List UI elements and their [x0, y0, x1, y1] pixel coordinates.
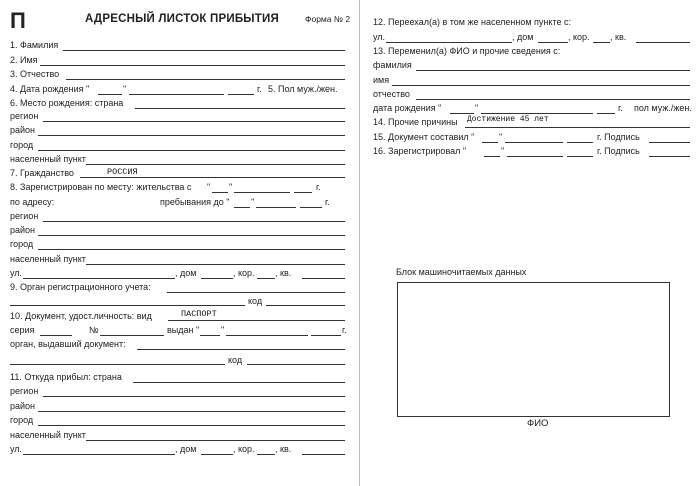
year-suffix: г. [618, 103, 623, 113]
field-doc-issued-year[interactable] [311, 335, 341, 336]
quote-mark: " [221, 325, 225, 335]
field-patronymic[interactable] [66, 79, 345, 80]
label-surname: 1. Фамилия [10, 40, 59, 50]
field-reg-house[interactable] [201, 278, 233, 279]
label-prev-birth-date: дата рождения " [373, 103, 442, 113]
label-authority-code: код [248, 296, 263, 306]
field-doc-series[interactable] [40, 335, 72, 336]
field-reg-from-day[interactable] [212, 192, 228, 193]
field-doc-number[interactable] [100, 335, 164, 336]
label-fio: ФИО [527, 418, 549, 429]
label-from-flat: , кв. [275, 444, 292, 454]
field-from-region[interactable] [43, 396, 345, 397]
field-registered-signature[interactable] [649, 156, 690, 157]
label-registered-by: 16. Зарегистрировал " [373, 146, 467, 156]
label-moved-building: , кор. [568, 32, 590, 42]
label-reg-flat: , кв. [275, 268, 292, 278]
label-compiled-by: 15. Документ составил " [373, 132, 475, 142]
field-registered-year[interactable] [567, 156, 593, 157]
quote-mark: " [229, 182, 233, 192]
year-suffix: г. [342, 325, 347, 335]
field-registered-day[interactable] [484, 156, 500, 157]
label-from-region: регион [10, 386, 39, 396]
label-by-address: по адресу: [10, 197, 55, 207]
citizenship-value: РОССИЯ [107, 167, 138, 177]
page-fold-divider [359, 0, 360, 486]
label-from-city: город [10, 415, 34, 425]
quote-mark: " [123, 84, 127, 94]
label-birthplace-country: 6. Место рождения: страна [10, 98, 124, 108]
field-doc-issued-month[interactable] [226, 335, 308, 336]
quote-mark: " [207, 182, 211, 192]
quote-mark: " [475, 103, 479, 113]
label-doc-issued: выдан " [167, 325, 200, 335]
label-birth-date: 4. Дата рождения " [10, 84, 90, 94]
label-patronymic: 3. Отчество [10, 69, 60, 79]
field-from-district[interactable] [38, 411, 345, 412]
field-stay-day[interactable] [234, 207, 250, 208]
label-other-reasons: 14. Прочие причины [373, 117, 458, 127]
label-stay-until: пребывания до " [160, 197, 230, 207]
field-prev-birth-day[interactable] [450, 113, 474, 114]
field-issuing-code[interactable] [247, 364, 345, 365]
field-registration-authority[interactable] [167, 292, 345, 293]
other-reasons-value: Достижение 45 лет [467, 115, 549, 124]
label-reg-building: , кор. [233, 268, 255, 278]
field-moved-flat[interactable] [636, 42, 690, 43]
label-prev-patronymic: отчество [373, 89, 410, 99]
label-moved-street: ул. [373, 32, 386, 42]
field-arrived-from-country[interactable] [133, 382, 345, 383]
label-arrived-from-country: 11. Откуда прибыл: страна [10, 372, 122, 382]
field-birthplace-settlement[interactable] [86, 164, 345, 165]
label-machine-readable: Блок машиночитаемых данных [396, 267, 527, 277]
machine-readable-box [397, 282, 670, 417]
label-reg-region: регион [10, 211, 39, 221]
field-doc-issued-day[interactable] [200, 335, 220, 336]
field-birthplace-city[interactable] [38, 150, 345, 151]
field-moved-house[interactable] [538, 42, 568, 43]
label-reg-house: , дом [175, 268, 197, 278]
label-registration-authority: 9. Орган регистрационного учета: [10, 282, 151, 292]
label-name: 2. Имя [10, 55, 38, 65]
field-birth-day[interactable] [98, 94, 122, 95]
field-id-document-type[interactable] [168, 320, 345, 321]
label-reg-street: ул. [10, 268, 23, 278]
field-from-flat[interactable] [302, 454, 345, 455]
field-reg-region[interactable] [43, 221, 345, 222]
quote-mark: " [251, 197, 255, 207]
form-title: АДРЕСНЫЙ ЛИСТОК ПРИБЫТИЯ [85, 13, 279, 25]
label-prev-surname: фамилия [373, 60, 412, 70]
field-registered-month[interactable] [507, 156, 563, 157]
field-prev-surname[interactable] [416, 70, 690, 71]
field-compiled-signature[interactable] [649, 142, 690, 143]
label-reg-city: город [10, 239, 34, 249]
field-birth-month[interactable] [129, 94, 224, 95]
label-reg-district: район [10, 225, 36, 235]
field-prev-birth-year[interactable] [597, 113, 615, 114]
label-registered-signature: г. Подпись [597, 146, 640, 156]
label-birthplace-district: район [10, 125, 36, 135]
field-issuing-authority-2[interactable] [10, 364, 225, 365]
year-suffix: г. [316, 182, 321, 192]
quote-mark: " [501, 146, 505, 156]
label-changed-name: 13. Переменил(а) ФИО и прочие сведения с: [373, 46, 561, 56]
field-stay-year[interactable] [300, 207, 322, 208]
field-from-street[interactable] [23, 454, 175, 455]
field-birthplace-district[interactable] [38, 135, 345, 136]
field-reg-city[interactable] [38, 249, 345, 250]
label-from-building: , кор. [233, 444, 255, 454]
field-reg-street[interactable] [23, 278, 175, 279]
label-birthplace-settlement: населенный пункт [10, 154, 86, 164]
label-from-district: район [10, 401, 36, 411]
field-prev-birth-month[interactable] [481, 113, 593, 114]
label-registration-residence: 8. Зарегистрирован по месту: жительства с [10, 182, 192, 192]
year-suffix: г. [325, 197, 330, 207]
label-prev-sex: пол муж./жен. [634, 103, 692, 113]
field-compiled-year[interactable] [567, 142, 593, 143]
field-birth-year[interactable] [228, 94, 254, 95]
label-moved-flat: , кв. [610, 32, 627, 42]
field-prev-patronymic[interactable] [416, 99, 690, 100]
field-birthplace-country[interactable] [135, 108, 345, 109]
field-prev-name[interactable] [392, 85, 690, 86]
field-reg-flat[interactable] [302, 278, 345, 279]
field-reg-settlement[interactable] [86, 264, 345, 265]
field-name[interactable] [40, 65, 345, 66]
label-doc-number: № [89, 325, 99, 335]
label-from-settlement: населенный пункт [10, 430, 86, 440]
label-moved-house: , дом [512, 32, 534, 42]
quote-mark: " [499, 132, 503, 142]
label-issuing-code: код [228, 355, 243, 365]
field-birthplace-region[interactable] [43, 121, 345, 122]
label-from-street: ул. [10, 444, 23, 454]
field-registration-authority-2[interactable] [10, 305, 245, 306]
field-compiled-day[interactable] [482, 142, 498, 143]
label-from-house: , дом [175, 444, 197, 454]
field-moved-street[interactable] [386, 42, 512, 43]
label-issuing-authority: орган, выдавший документ: [10, 339, 126, 349]
field-other-reasons[interactable] [465, 127, 690, 128]
label-citizenship: 7. Гражданство [10, 168, 74, 178]
form-number: Форма № 2 [305, 14, 351, 24]
label-moved-same-city: 12. Переехал(а) в том же населенном пункте с: [373, 17, 571, 27]
label-reg-settlement: населенный пункт [10, 254, 86, 264]
label-birthplace-city: город [10, 140, 34, 150]
year-suffix: г. [257, 84, 262, 94]
field-authority-code[interactable] [266, 305, 345, 306]
label-sex: 5. Пол муж./жен. [268, 84, 338, 94]
field-reg-from-year[interactable] [294, 192, 312, 193]
field-from-building[interactable] [257, 454, 275, 455]
label-birthplace-region: регион [10, 111, 39, 121]
field-reg-district[interactable] [38, 235, 345, 236]
field-surname[interactable] [63, 50, 345, 51]
label-doc-series: серия [10, 325, 35, 335]
field-reg-building[interactable] [257, 278, 275, 279]
id-document-value: ПАСПОРТ [181, 309, 217, 319]
field-issuing-authority[interactable] [137, 349, 345, 350]
field-moved-building[interactable] [593, 42, 610, 43]
field-stay-month[interactable] [256, 207, 296, 208]
field-from-house[interactable] [201, 454, 233, 455]
label-id-document: 10. Документ, удост.личность: вид [10, 311, 152, 321]
form-letter: П [10, 8, 26, 33]
label-prev-name: имя [373, 75, 390, 85]
field-from-settlement[interactable] [86, 440, 345, 441]
label-compiled-signature: г. Подпись [597, 132, 640, 142]
field-citizenship[interactable] [80, 177, 345, 178]
field-compiled-month[interactable] [505, 142, 563, 143]
field-from-city[interactable] [38, 425, 345, 426]
field-reg-from-month[interactable] [234, 192, 290, 193]
